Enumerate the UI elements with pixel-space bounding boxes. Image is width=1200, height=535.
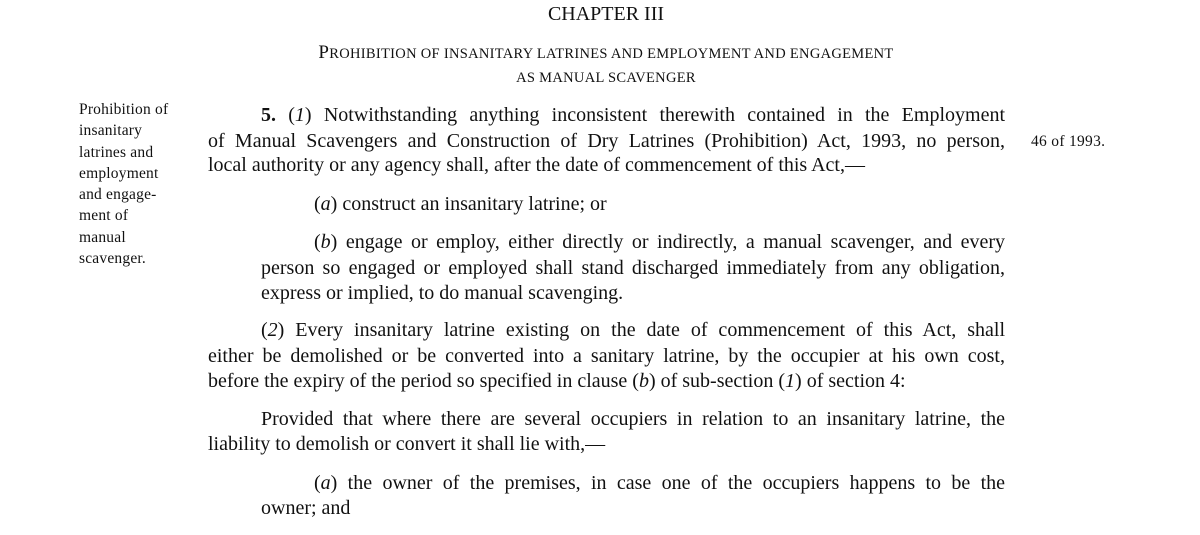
marginal-note-line: scavenger. (79, 250, 146, 268)
proviso-clause-a-line-2: owner; and (261, 497, 351, 519)
section-5-1-line-3: local authority or any agency shall, after the date of commencement of this Act,— (208, 154, 865, 176)
clause-b-line-3: express or implied, to do manual scavenging. (261, 282, 624, 304)
marginal-note (79, 99, 199, 269)
clause-b-line-2: person so engaged or employed shall stand discharged immediately from any obligation, (261, 257, 1005, 279)
section-5-2-line-2: either be demolished or be converted into a sanitary latrine, by the occupier at his own cost, (208, 345, 1005, 367)
proviso-clause-a-line-1: (a) the owner of the premises, in case one of the occupiers happens to be the (314, 472, 1005, 494)
heading-initial-cap: P (318, 42, 330, 63)
act-reference: 46 of 1993. (1031, 133, 1106, 150)
section-number: 5. (261, 104, 276, 126)
marginal-note-line: and engage- (79, 186, 157, 204)
clause-b-line-1: (b) engage or employ, either directly or indirectly, a manual scavenger, and every (314, 231, 1005, 253)
marginal-note-line: ment of (79, 207, 129, 225)
chapter-title: CHAPTER III (547, 3, 665, 25)
proviso-line-2: liability to demolish or convert it shall lie with,— (208, 433, 606, 455)
section-5-1-line-1: 5. (1) Notwithstanding anything inconsistent therewith contained in the Employment (261, 104, 1006, 126)
marginal-note-line: Prohibition of (79, 101, 169, 118)
section-5-1-line-2: of Manual Scavengers and Construction of Dry Latrines (Prohibition) Act, 1993, no person, (208, 130, 1005, 152)
proviso-line-1: Provided that where there are several occupiers in relation to an insanitary latrine, the (261, 408, 1005, 430)
chapter-heading-line-1 (0, 42, 1200, 65)
subsection-number: 1 (294, 104, 305, 126)
marginal-note-line: insanitary (79, 122, 143, 140)
clause-a: (a) construct an insanitary latrine; or (314, 193, 607, 215)
section-5-2-line-3: before the expiry of the period so specified in clause (b) of sub-section (1) of section 4: (208, 370, 906, 392)
section-5-2-line-1: (2) Every insanitary latrine existing on the date of commencement of this Act, shall (261, 319, 1005, 341)
chapter-heading-line-2: AS MANUAL SCAVENGER (516, 70, 696, 86)
marginal-note-line: employment (79, 164, 159, 182)
marginal-note-line: latrines and (79, 143, 154, 161)
marginal-note-line: manual (79, 228, 126, 246)
heading-line-1-text: ROHIBITION OF INSANITARY LATRINES AND EMPLOYMENT AND ENGAGEMENT (329, 46, 894, 62)
